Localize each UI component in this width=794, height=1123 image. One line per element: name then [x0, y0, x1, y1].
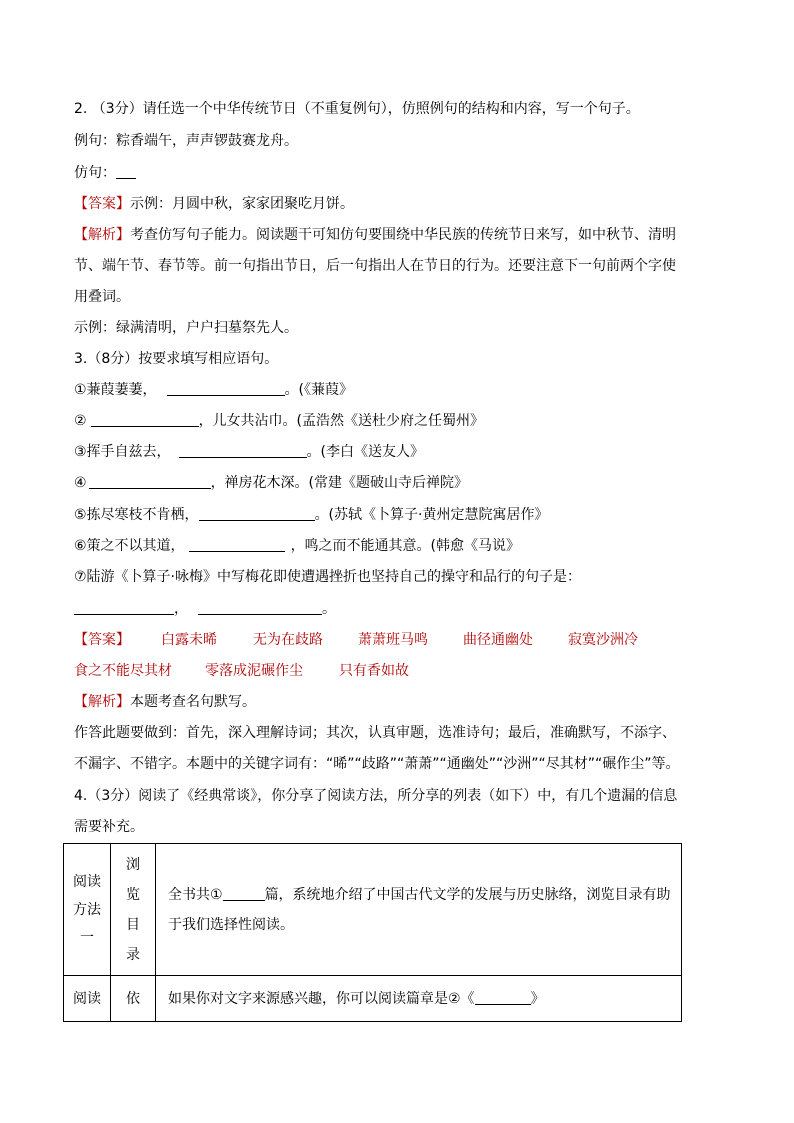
q4-blank-2 [475, 990, 531, 1005]
q3-item-5-post: 。(苏轼《卜算子·黄州定慧院寓居作》 [314, 507, 549, 523]
q4-title-line1: 4.（3分）阅读了《经典常谈》，你分享了阅读方法，所分享的列表（如下）中，有几个遗漏的信息 [74, 788, 678, 804]
q3-answer-8: 只有香如故 [339, 663, 409, 679]
q3-item-2-blank [91, 412, 199, 427]
q3-item-7-blanks [74, 599, 336, 619]
q2-imitate-blank [116, 164, 136, 179]
content-cell: 如果你对文字来源感兴趣，你可以阅读篇章是②《 》 [156, 976, 682, 1022]
q3-item-1-blank [167, 381, 285, 396]
content-cell: 全书共① 篇，系统地介绍了中国古代文学的发展与历史脉络，浏览目录有助 于我们选择性阅读。 [156, 844, 682, 976]
q3-analysis-tag: 【解析】 [74, 694, 130, 710]
q2-imitate [74, 163, 136, 183]
q3-title: 3.（8分）按要求填写相应语句。 [74, 351, 279, 367]
q3-item-1 [74, 380, 353, 400]
q2-analysis-text1: 考查仿写句子能力。阅读题干可知仿句要围绕中华民族的传统节日来写，如中秋节、清明 [130, 227, 676, 243]
q3-analysis-text: 本题考查名句默写。 [130, 694, 256, 710]
q2-analysis-line2: 节、端午节、春节等。前一句指出节日，后一句指出人在节日的行为。还要注意下一句前两个字使 [74, 258, 676, 274]
q2-analysis-line1 [74, 225, 676, 245]
q3-item-7-blank-2 [198, 600, 322, 615]
q3-answer-2: 无为在歧路 [253, 632, 323, 648]
q3-item-1-post: 。(《蒹葭》 [284, 382, 354, 398]
q3-analysis-line3: 不漏字、不错字。本题中的关键字词有：“晞”“歧路”“萧萧”“通幽处”“沙洲”“尽其材”“碾作尘”等。 [74, 756, 680, 772]
q2-answer-text: 示例：月圆中秋，家家团聚吃月饼。 [130, 196, 354, 212]
q3-item-7: ⑦陆游《卜算子·咏梅》中写梅花即使遭遇挫折也坚持自己的操守和品行的句子是： [74, 569, 581, 585]
q3-answer-4: 曲径通幽处 [463, 632, 533, 648]
q2-answer-tag: 【答案】 [74, 196, 130, 212]
q3-item-3-pre: ③挥手自兹去， [74, 444, 171, 460]
q3-item-3-blank [179, 443, 307, 458]
q2-example2: 示例：绿满清明，户户扫墓祭先人。 [74, 320, 298, 336]
reading-methods-table [63, 843, 682, 1022]
q3-item-7-blank-1 [74, 600, 174, 615]
q3-item-6-blank [189, 537, 285, 552]
q3-item-6-post: ，鸣之而不能通其意。(韩愈《马说》 [290, 538, 521, 554]
q3-analysis-line2: 作答此题要做到：首先，深入理解诗词；其次，认真审题，选准诗句；最后，准确默写，不添字、 [74, 725, 676, 741]
q3-answer-5: 寂寞沙洲冷 [568, 632, 638, 648]
q3-item-7-sep: ， [174, 601, 188, 617]
q3-item-4 [74, 473, 468, 493]
method-cell: 阅读 [64, 976, 111, 1022]
q3-answer-3: 萧萧班马鸣 [358, 632, 428, 648]
method-cell: 阅读 方法 一 [64, 844, 111, 976]
q3-analysis-line1 [74, 692, 256, 712]
q3-item-4-pre: ④ [74, 475, 87, 491]
q3-item-6-pre: ⑥策之不以其道， [74, 538, 185, 554]
q2-title: 2. （3分）请任选一个中华传统节日（不重复例句），仿照例句的结构和内容，写一个句子。 [74, 101, 640, 117]
q2-analysis-line3: 用叠词。 [74, 289, 130, 305]
q3-answer-1: 白露未晞 [161, 632, 217, 648]
q2-analysis-tag: 【解析】 [74, 227, 130, 243]
q3-item-3 [74, 442, 424, 462]
q2-answer [74, 194, 354, 214]
q3-item-2-post: ，儿女共沾巾。(孟浩然《送杜少府之任蜀州》 [198, 413, 485, 429]
q4-blank-1 [223, 886, 265, 901]
q3-item-5-blank [199, 506, 315, 521]
q3-item-2-pre: ② [74, 413, 87, 429]
step-cell: 浏 览 目 录 [111, 844, 156, 976]
table-row [64, 844, 682, 976]
q3-answer-7: 零落成泥碾作尘 [205, 663, 303, 679]
q3-item-3-post: 。(李白《送友人》 [306, 444, 425, 460]
q3-item-4-post: ，禅房花木深。(常建《题破山寺后禅院》 [210, 475, 469, 491]
table-row [64, 976, 682, 1022]
q4-title-line2: 需要补充。 [74, 819, 144, 835]
q3-item-2 [74, 411, 484, 431]
q2-imitate-label: 仿句： [74, 165, 116, 181]
q2-example: 例句：粽香端午，声声锣鼓赛龙舟。 [74, 133, 298, 149]
step-cell: 依 [111, 976, 156, 1022]
q3-item-1-pre: ①蒹葭萋萋， [74, 382, 157, 398]
q3-item-4-blank [89, 474, 211, 489]
q3-item-5 [74, 505, 548, 525]
q3-answer-tag: 【答案】 [74, 632, 130, 648]
q3-item-7-end: 。 [322, 601, 336, 617]
q3-item-5-pre: ⑤拣尽寒枝不肯栖， [74, 507, 199, 523]
q3-answer-6: 食之不能尽其材 [74, 663, 172, 679]
q3-item-6 [74, 536, 520, 556]
